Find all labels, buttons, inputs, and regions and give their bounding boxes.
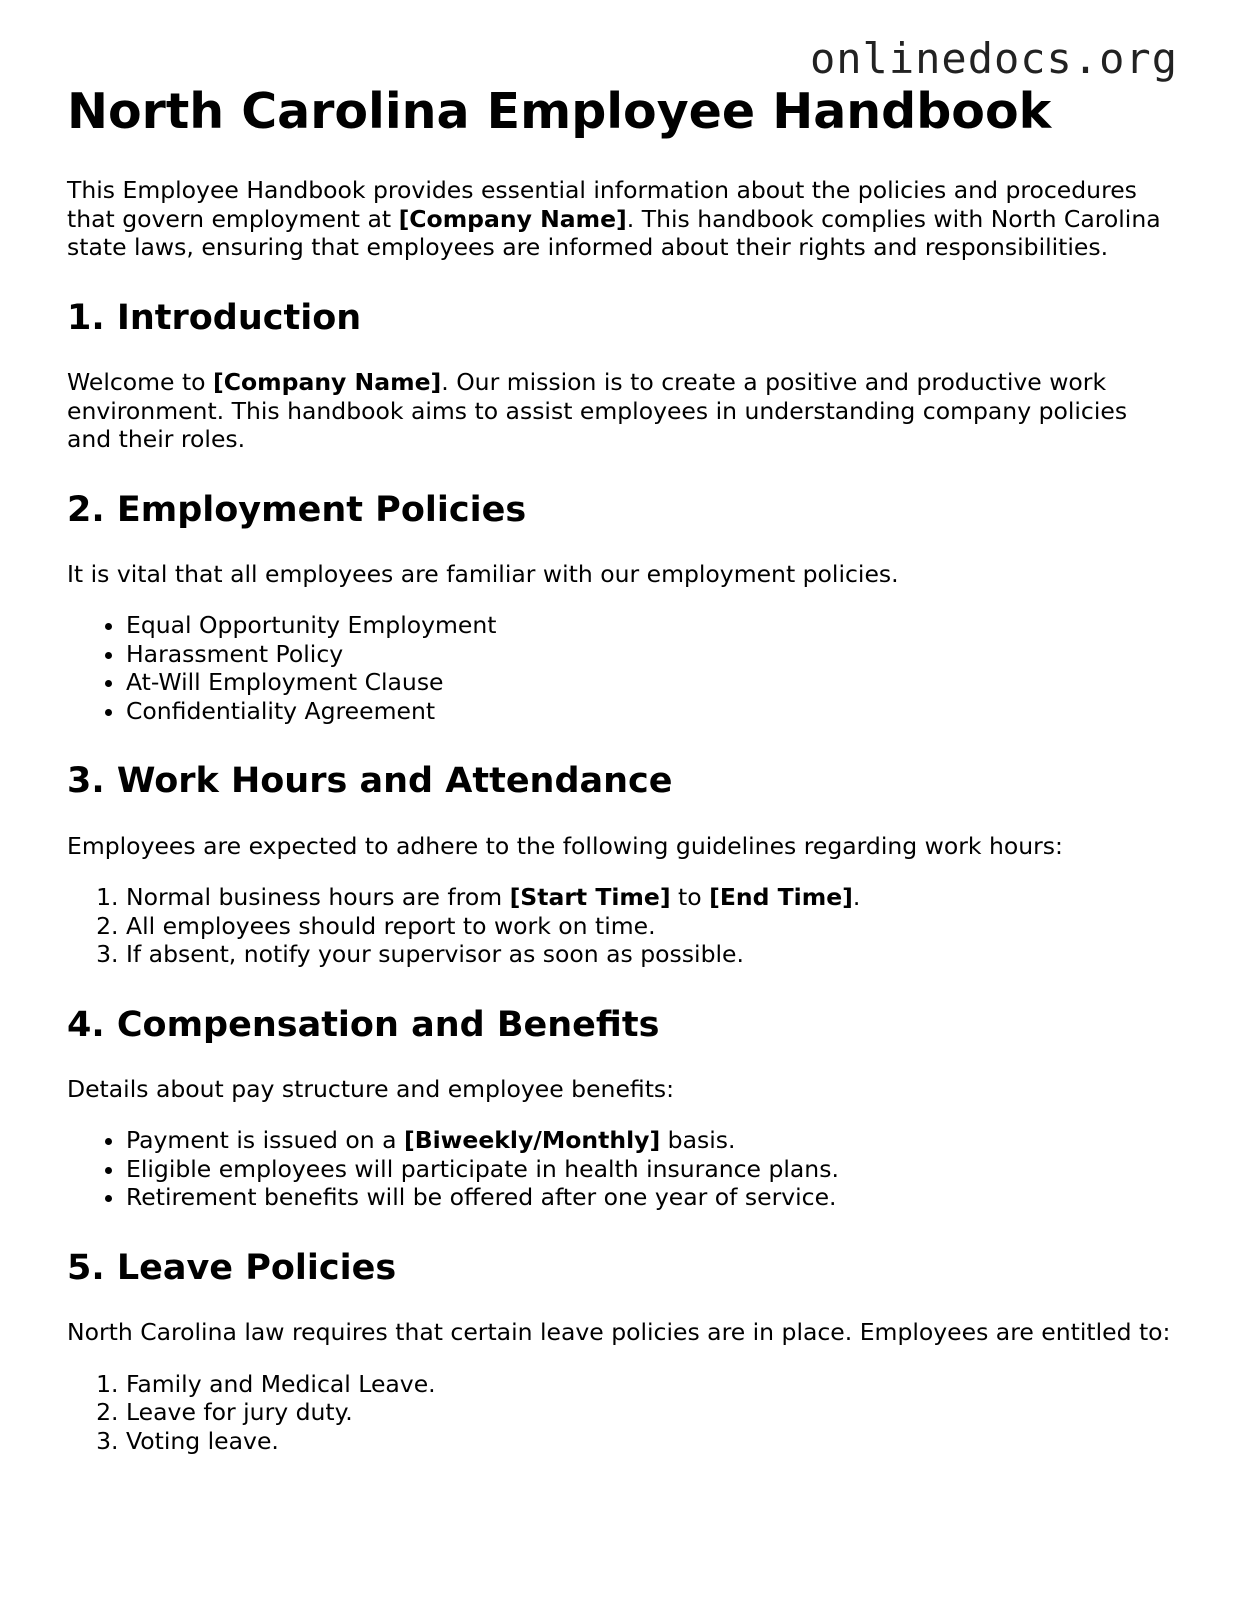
company-name-placeholder: [Company Name] [398, 204, 627, 233]
work-hours-list [67, 883, 1177, 969]
list-item [126, 1126, 1177, 1155]
hours-text-start: Normal business hours are from [126, 883, 510, 912]
list-item: • Confidentiality Agreement [126, 697, 1177, 726]
list-item: 3. If absent, notify your supervisor as soon as possible. [126, 940, 1177, 969]
employment-policies-list [67, 611, 1177, 725]
list-item: • Eligible employees will participate in health insurance plans. [126, 1155, 1177, 1184]
welcome-text-end: . Our mission is to create a positive and productive work environment. This handbook aims to assist employees in understanding company policies and their roles. [67, 368, 1128, 454]
list-item [126, 883, 1177, 912]
start-time-placeholder: [Start Time] [509, 883, 671, 912]
hours-text-to: to [670, 883, 710, 912]
list-item: 1. Family and Medical Leave. [126, 1370, 1177, 1399]
work-hours-paragraph: Employees are expected to adhere to the following guidelines regarding work hours: [67, 831, 1063, 860]
list-item: • Harassment Policy [126, 640, 1177, 669]
list-item: • Retirement benefits will be offered after one year of service. [126, 1183, 1177, 1212]
list-item: 2. Leave for jury duty. [126, 1398, 1177, 1427]
end-time-placeholder: [End Time] [709, 883, 853, 912]
list-item: • Equal Opportunity Employment [126, 611, 1177, 640]
leave-policies-list [67, 1370, 1177, 1456]
intro-text-end: . This handbook complies with North Carolina state laws, ensuring that employees are informed about their rights and responsibilities. [67, 204, 1161, 262]
payment-text-start: Payment is issued on a [126, 1126, 404, 1155]
list-item: • At-Will Employment Clause [126, 668, 1177, 697]
pay-frequency-placeholder: [Biweekly/Monthly] [403, 1126, 661, 1155]
welcome-text-start: Welcome to [67, 368, 214, 397]
section-heading-leave-policies: 5. Leave Policies [67, 1247, 397, 1288]
section-heading-introduction: 1. Introduction [67, 297, 362, 338]
list-item: 3. Voting leave. [126, 1427, 1177, 1456]
introduction-paragraph [67, 368, 1177, 454]
payment-text-end: basis. [660, 1126, 736, 1155]
compensation-list [67, 1126, 1177, 1212]
leave-paragraph: North Carolina law requires that certain leave policies are in place. Employees are entitled to: [67, 1318, 1171, 1347]
company-name-placeholder: [Company Name] [213, 368, 442, 397]
intro-paragraph [67, 176, 1177, 262]
employment-paragraph: It is vital that all employees are familiar with our employment policies. [67, 559, 899, 588]
list-item: 2. All employees should report to work on time. [126, 912, 1177, 941]
section-heading-work-hours: 3. Work Hours and Attendance [67, 761, 673, 802]
document-body [67, 84, 1177, 1478]
hours-text-end: . [852, 883, 861, 912]
compensation-paragraph: Details about pay structure and employee benefits: [67, 1074, 675, 1103]
intro-text-start: This Employee Handbook provides essential information about the policies and procedures that govern employment at [67, 176, 1137, 233]
section-heading-compensation: 4. Compensation and Benefits [67, 1004, 660, 1045]
document-title: North Carolina Employee Handbook [67, 83, 1052, 140]
watermark: onlinedocs.org [809, 34, 1178, 83]
section-heading-employment-policies: 2. Employment Policies [67, 489, 527, 530]
